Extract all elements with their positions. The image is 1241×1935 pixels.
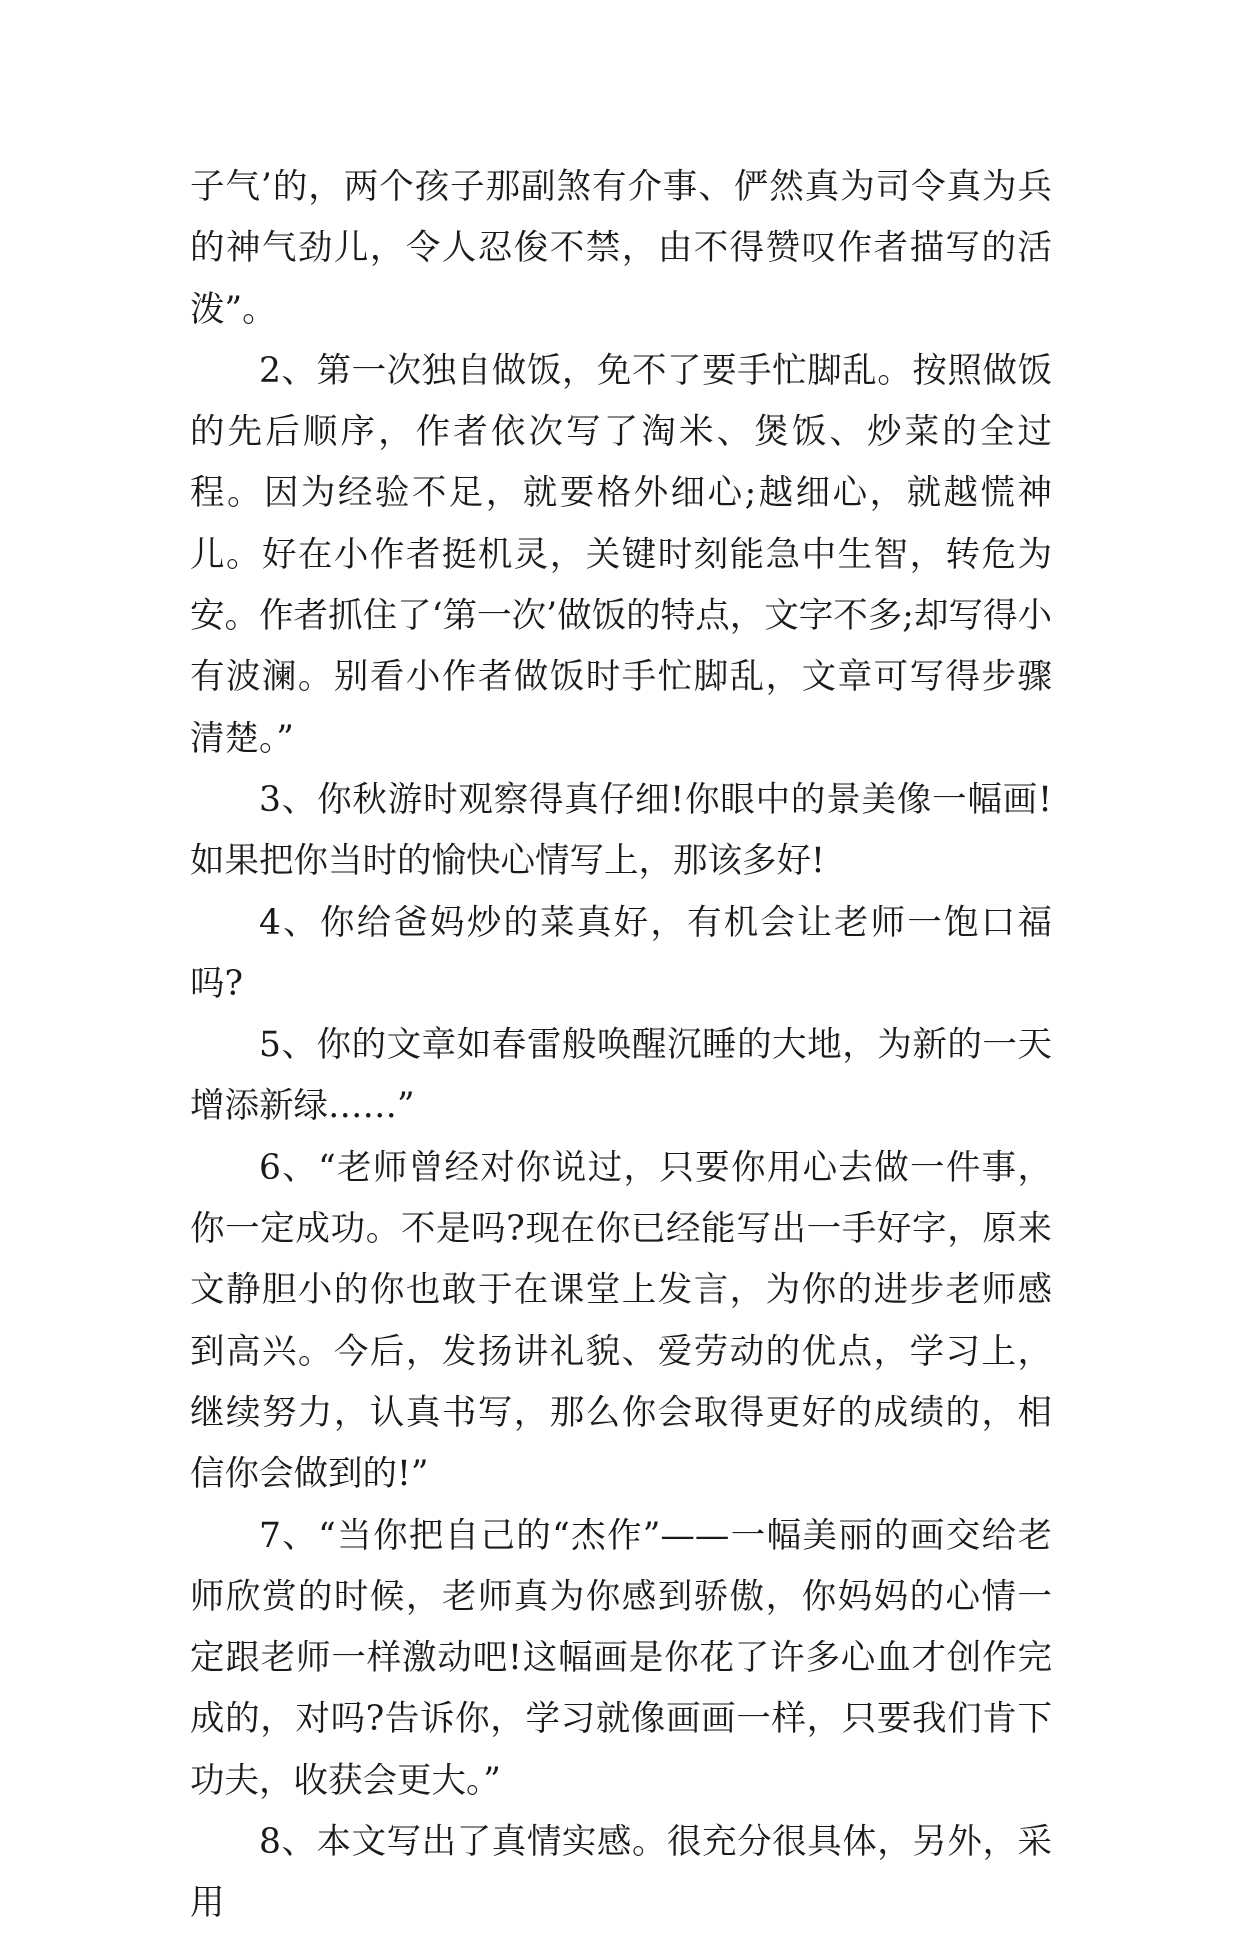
paragraph-item-5: 5、你的文章如春雷般唤醒沉睡的大地，为新的一天增添新绿……” — [190, 1025, 1052, 1127]
paragraph-item-7: 7、“当你把自己的“杰作”——一幅美丽的画交给老师欣赏的时候，老师真为你感到骄傲，你妈妈的心情一定跟老师一样激动吧!这幅画是你花了许多心血才创作完成的，对吗?告诉你，学习就像画画一样，只要我们肯下功夫，收获会更大。” — [190, 1515, 1052, 1801]
paragraph-item-8: 8、本文写出了真情实感。很充分很具体，另外，采用 — [190, 1822, 1052, 1924]
paragraph-item-2: 2、第一次独自做饭，免不了要手忙脚乱。按照做饭的先后顺序，作者依次写了淘米、煲饭、炒菜的全过程。因为经验不足，就要格外细心;越细心，就越慌神儿。好在小作者挺机灵，关键时刻能急中生智，转危为安。作者抓住了‘第一次’做饭的特点，文字不多;却写得小有波澜。别看小作者做饭时手忙脚乱，文章可写得步骤清楚。” — [190, 350, 1052, 759]
paragraph-item-6: 6、“老师曾经对你说过，只要你用心去做一件事，你一定成功。不是吗?现在你已经能写出一手好字，原来文静胆小的你也敢于在课堂上发言，为你的进步老师感到高兴。今后，发扬讲礼貌、爱劳动的优点，学习上，继续努力，认真书写，那么你会取得更好的成绩的，相信你会做到的!” — [190, 1147, 1052, 1495]
document-body — [190, 157, 1052, 1935]
paragraph-continuation: 子气’的，两个孩子那副煞有介事、俨然真为司令真为兵的神气劲儿，令人忍俊不禁，由不得赞叹作者描写的活泼”。 — [190, 167, 1052, 330]
paragraph-item-3: 3、你秋游时观察得真仔细!你眼中的景美像一幅画!如果把你当时的愉快心情写上，那该多好! — [190, 779, 1052, 882]
paragraph-item-4: 4、你给爸妈炒的菜真好，有机会让老师一饱口福吗? — [190, 902, 1052, 1004]
